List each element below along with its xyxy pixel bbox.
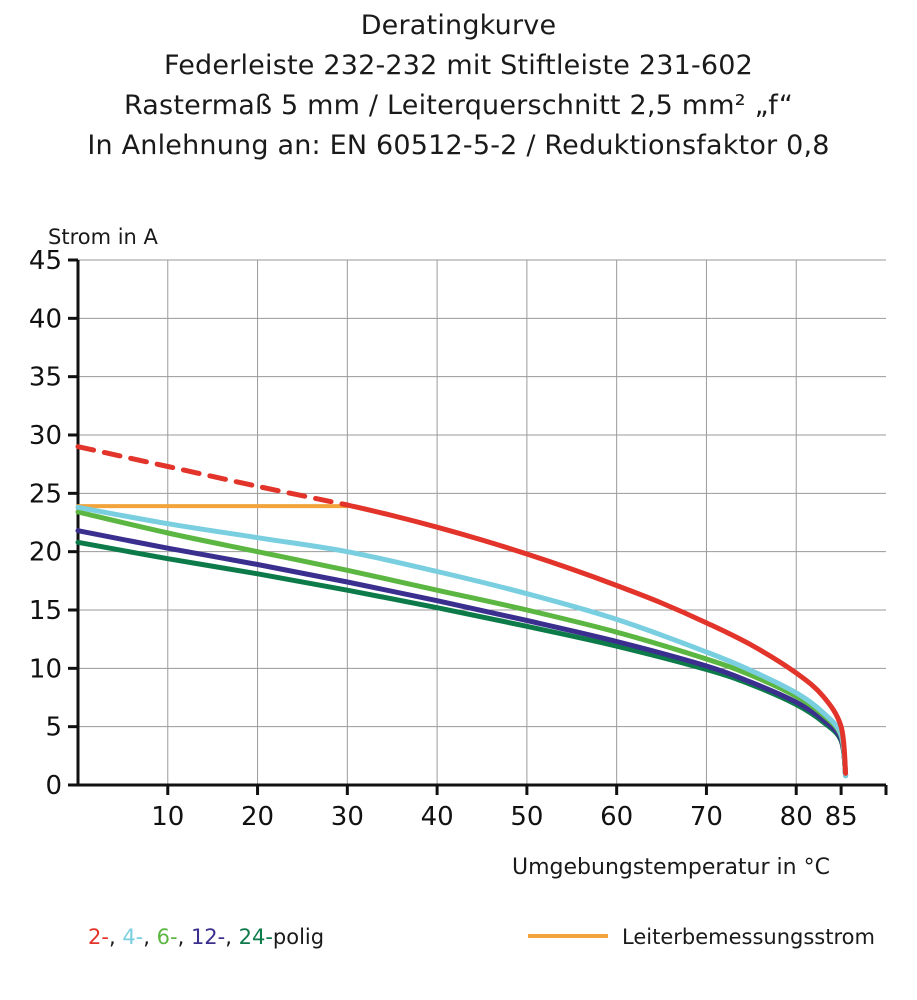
legend-separator: , — [225, 925, 239, 949]
y-tick-label: 45 — [28, 246, 62, 276]
y-axis-title: Strom in A — [48, 225, 158, 249]
chart-area — [0, 215, 917, 880]
legend-rated-current — [528, 925, 875, 949]
y-tick-label: 25 — [28, 479, 62, 510]
chart-legend — [0, 915, 917, 975]
title-line-2: Federleiste 232-232 mit Stiftleiste 231-602 — [163, 50, 754, 81]
y-tick-label: 30 — [28, 421, 62, 451]
y-tick-label: 10 — [28, 654, 62, 685]
plot-canvas — [0, 215, 917, 839]
y-tick-label: 35 — [28, 362, 62, 393]
title-line-4: In Anlehnung an: EN 60512-5-2 / Reduktionsfaktor 0,8 — [87, 130, 830, 161]
legend-separator: , — [177, 925, 191, 949]
legend-pole-6: 6- — [156, 925, 178, 949]
x-tick-label: 70 — [689, 802, 723, 832]
plot-svg — [0, 215, 917, 835]
x-tick-label: 85 — [824, 802, 858, 832]
x-tick-label: 80 — [779, 802, 813, 832]
legend-separator: , — [143, 925, 157, 949]
legend-rated-current-label: Leiterbemessungsstrom — [622, 925, 875, 949]
legend-pole-24: 24- — [238, 925, 273, 949]
y-tick-label: 15 — [28, 596, 62, 626]
legend-pole-2: 2- — [88, 925, 109, 949]
x-tick-label: 40 — [420, 802, 454, 832]
x-tick-label: 10 — [151, 802, 185, 832]
legend-line-swatch — [528, 934, 608, 938]
series-line — [78, 531, 846, 776]
chart-title-block — [0, 0, 917, 166]
title-line-3: Rastermaß 5 mm / Leiterquerschnitt 2,5 mm² „f“ — [123, 90, 794, 121]
x-axis-title: Umgebungstemperatur in °C — [512, 855, 830, 880]
series-line — [78, 447, 347, 505]
legend-poles-suffix: polig — [272, 925, 325, 949]
y-tick-label: 40 — [28, 304, 62, 335]
y-tick-label: 0 — [45, 771, 62, 801]
legend-pole-12: 12- — [190, 925, 226, 949]
x-tick-label: 50 — [510, 802, 544, 832]
x-tick-label: 30 — [330, 802, 364, 832]
series-line — [78, 507, 846, 775]
x-tick-label: 60 — [600, 802, 634, 832]
legend-poles — [88, 925, 324, 949]
legend-separator: , — [108, 925, 123, 949]
legend-pole-4: 4- — [122, 925, 144, 949]
x-tick-label: 20 — [241, 802, 275, 832]
y-tick-label: 5 — [45, 712, 62, 743]
title-line-1: Deratingkurve — [360, 10, 557, 41]
y-tick-label: 20 — [28, 537, 62, 568]
